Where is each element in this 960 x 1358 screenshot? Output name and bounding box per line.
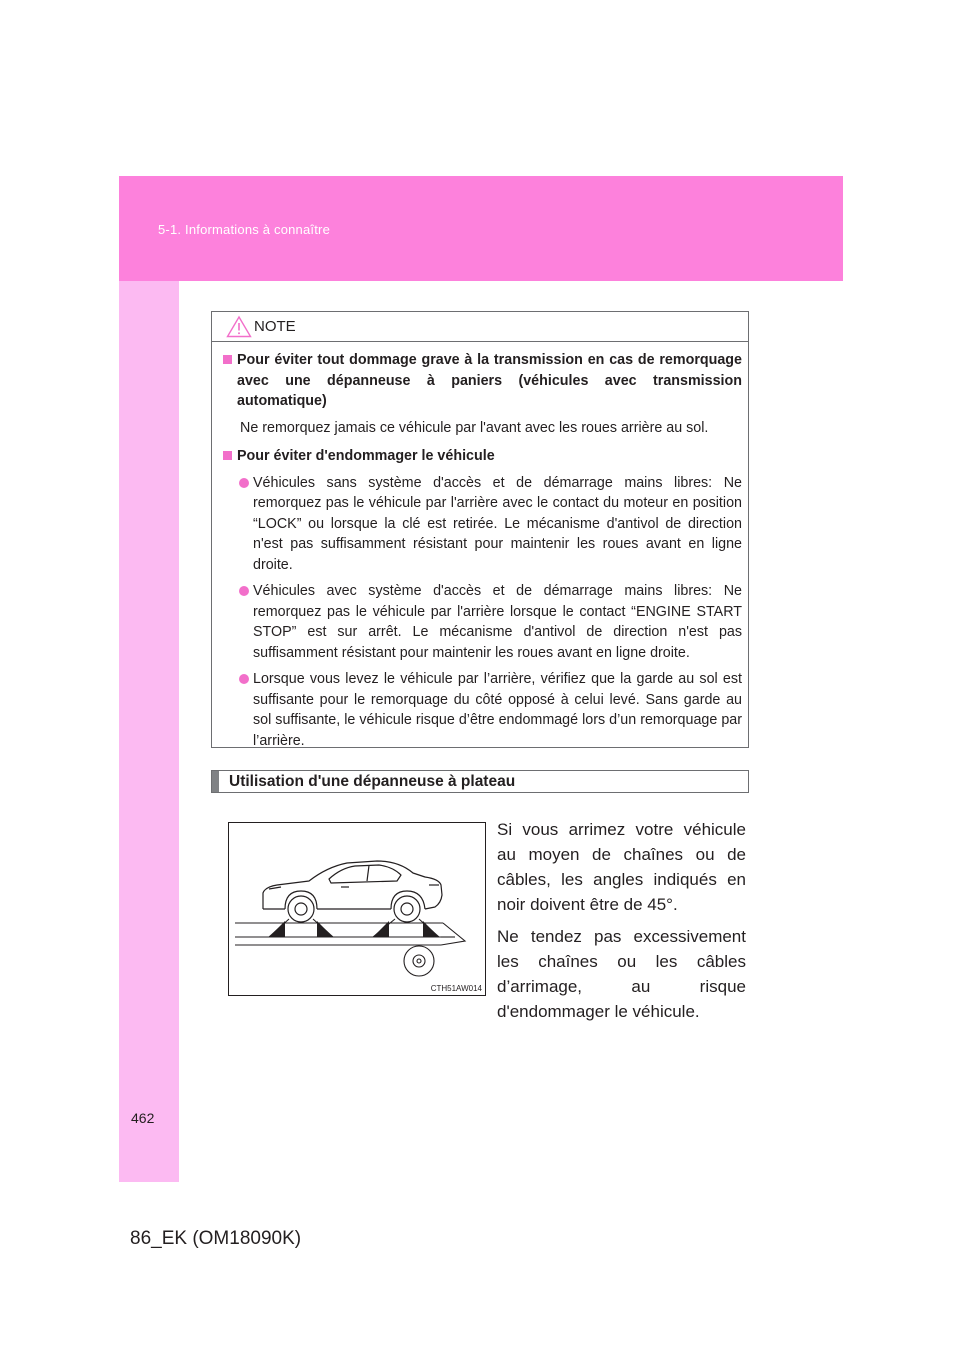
note-heading-transmission: Pour éviter tout dommage grave à la transmission en cas de remorquage avec une dépanneuse à paniers (véhicules avec transmission automatique) xyxy=(222,350,742,412)
section-text xyxy=(497,817,746,1031)
square-bullet-icon xyxy=(223,355,232,364)
section-paragraph: Ne tendez pas excessivement les chaînes ou les câbles d’arrimage, au risque d'endommager le véhicule. xyxy=(497,927,746,1021)
round-bullet-icon xyxy=(239,586,249,596)
section-heading-text: Utilisation d'une dépanneuse à plateau xyxy=(229,773,516,790)
square-bullet-icon xyxy=(223,451,232,460)
warning-triangle-icon xyxy=(226,315,252,338)
round-bullet-icon xyxy=(239,478,249,488)
note-body xyxy=(212,350,748,757)
figure-code: CTH51AW014 xyxy=(430,984,482,993)
note-bullet-item: Véhicules avec système d'accès et de démarrage mains libres: Ne remorquez pas le véhicule par l'arrière lorsque le contact “ENGINE START STOP” est sur arrêt. Le mécanisme d'antivol de direction n'est pas suffisamment résistant pour maintenir les roues avant en ligne droite. xyxy=(222,581,742,663)
note-paragraph: Ne remorquez jamais ce véhicule par l'avant avec les roues arrière au sol. xyxy=(240,419,709,436)
section-breadcrumb: 5-1. Informations à connaître xyxy=(158,222,331,237)
note-header xyxy=(212,312,748,342)
section-heading-bar xyxy=(212,771,219,792)
note-bullet-item: Véhicules sans système d'accès et de démarrage mains libres: Ne remorquez pas le véhicule par l'arrière avec le contact du moteur en position “LOCK” ou lorsque la clé est retirée. Le mécanisme d'antivol de direction n'est pas suffisamment résistant pour maintenir les roues avant en ligne droite. xyxy=(222,473,742,576)
page-number: 462 xyxy=(131,1110,155,1126)
note-heading-damage: Pour éviter d'endommager le véhicule xyxy=(222,446,742,467)
flatbed-illustration xyxy=(228,822,486,996)
note-box xyxy=(211,311,749,748)
section-paragraph: Si vous arrimez votre véhicule au moyen de chaînes ou de câbles, les angles indiqués en noir doivent être de 45°. xyxy=(497,820,746,914)
round-bullet-icon xyxy=(239,674,249,684)
note-title: NOTE xyxy=(254,318,296,335)
note-bullet-item: Lorsque vous levez le véhicule par l’arrière, vérifiez que la garde au sol est suffisante pour le remorquage du côté opposé à celui levé. Sans garde au sol suffisante, le véhicule risque d’être endommagé lors d’un remorquage par l’arrière. xyxy=(222,669,742,751)
section-heading xyxy=(211,770,749,793)
document-code: 86_EK (OM18090K) xyxy=(130,1228,302,1249)
car-on-flatbed-drawing xyxy=(229,823,487,997)
side-band xyxy=(119,281,179,1182)
